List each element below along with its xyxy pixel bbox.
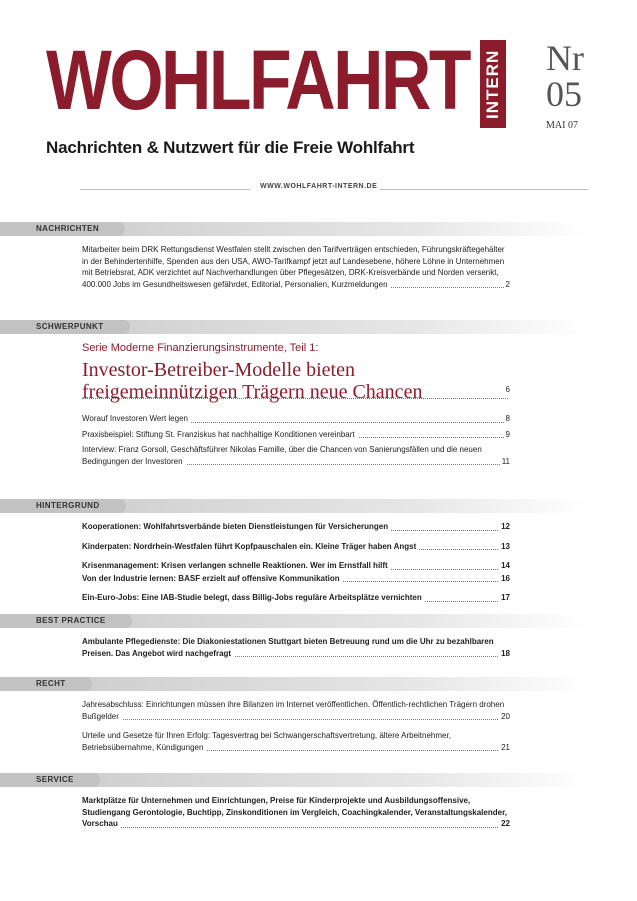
toc-entry[interactable]: Kinderpaten: Nordrhein-Westfalen führt Kopfpauschalen ein. Kleine Träger haben Angst 13	[82, 541, 510, 551]
toc-entry[interactable]: Jahresabschluss: Einrichtungen müssen ihre Bilanzen im Internet veröffentlichen. Öffentlich-rechtlichen Trägern drohen Bußgelder 20	[82, 700, 510, 721]
page-number: 20	[501, 711, 510, 721]
url-row	[80, 183, 588, 195]
toc-entry[interactable]: Praxisbeispiel: Stiftung St. Franziskus hat nachhaltige Konditionen vereinbart 9	[82, 429, 510, 439]
page-number: 22	[501, 819, 510, 828]
toc-entry[interactable]: Krisenmanagement: Krisen verlangen schnelle Reaktionen. Wer im Ernstfall hilft 14	[82, 561, 510, 570]
logo-tag: INTERN	[480, 40, 506, 128]
section-title: HINTERGRUND	[24, 499, 126, 513]
magazine-logo: WOHLFAHRT	[46, 33, 469, 127]
toc-entry[interactable]: Interview: Franz Gorsoll, Geschäftsführer Nikolas Famille, über die Chancen von Sanierungsfällen und die neuen Bedingungen der Investoren 11	[82, 445, 510, 466]
page-number: 9	[505, 429, 510, 439]
issue-label: Nr	[546, 38, 584, 78]
lead-headline[interactable]: Investor-Betreiber-Modelle bieten freigemeinnützigen Trägern neue Chancen 6	[82, 359, 510, 403]
toc-entry[interactable]: Worauf Investoren Wert legen 8	[82, 414, 510, 423]
section-title: SCHWERPUNKT	[24, 320, 130, 334]
page-number: 17	[501, 593, 510, 602]
page-number: 6	[504, 379, 510, 401]
page-number: 2	[505, 279, 510, 289]
toc-entry[interactable]: Von der Industrie lernen: BASF erzielt auf offensive Kommunikation 16	[82, 573, 510, 583]
section-title: SERVICE	[24, 773, 100, 787]
toc-entry[interactable]: Ein-Euro-Jobs: Eine IAB-Studie belegt, dass Billig-Jobs reguläre Arbeitsplätze vernichten 17	[82, 593, 510, 602]
section-title: RECHT	[24, 677, 92, 691]
divider-left	[80, 189, 250, 190]
website-url[interactable]: WWW.WOHLFAHRT-INTERN.DE	[260, 183, 378, 190]
series-title: Serie Moderne Finanzierungsinstrumente, Teil 1:	[82, 342, 319, 354]
toc-entry[interactable]: Urteile und Gesetze für Ihren Erfolg: Tagesvertrag bei Schwangerschaftsvertretung, ältere Arbeitnehmer, Betriebsübernahme, Kündigungen 21	[82, 731, 510, 752]
section-title: NACHRICHTEN	[24, 222, 125, 236]
page-number: 14	[501, 561, 510, 570]
page-number: 18	[501, 648, 510, 658]
issue-number: 05	[546, 74, 582, 114]
page-number: 13	[501, 541, 510, 551]
page-number: 16	[501, 573, 510, 583]
page-number: 11	[501, 456, 510, 466]
tagline: Nachrichten & Nutzwert für die Freie Wohlfahrt	[46, 138, 415, 157]
toc-entry[interactable]: Marktplätze für Unternehmen und Einrichtungen, Preise für Kinderprojekte und Ausbildungsoffensive, Studiengang Gerontologie, Buchtipp, Zinskonditionen im Vergleich, Coachingkalender, Veranstaltungskalender, Vorschau 22	[82, 796, 510, 828]
section-title: BEST PRACTICE	[24, 614, 132, 628]
masthead	[46, 33, 606, 168]
issue-date: MAI 07	[546, 120, 578, 131]
divider-right	[380, 189, 588, 190]
toc-entry[interactable]: Ambulante Pflegedienste: Die Diakoniestationen Stuttgart bieten Betreuung rund um die Uhr zu bezahlbaren Preisen. Das Angebot wird nachgefragt 18	[82, 637, 510, 658]
page-number: 8	[505, 414, 510, 423]
page-number: 12	[501, 522, 510, 531]
toc-entry[interactable]: Kooperationen: Wohlfahrtsverbände bieten Dienstleistungen für Versicherungen 12	[82, 522, 510, 531]
page-number: 21	[501, 742, 510, 752]
toc-entry[interactable]: Mitarbeiter beim DRK Rettungsdienst Westfalen stellt zwischen den Tarifverträgen entschieden, Führungskräftegehälter in der Behindertenhilfe, Spenden aus den USA, AWO-Tarifkampf jetzt auf Landesebene, höhere Löhne in Unternehmen mit Betriebsrat, ADK verzichtet auf Nachverhandlungen über Pflegesätzen, DRK-Kreisverbände und Norden versenkt, 400.000 Jobs im Gesundheitswesen gefährdet, Editorial, Personalien, Kurzmeldungen 2	[82, 245, 510, 289]
